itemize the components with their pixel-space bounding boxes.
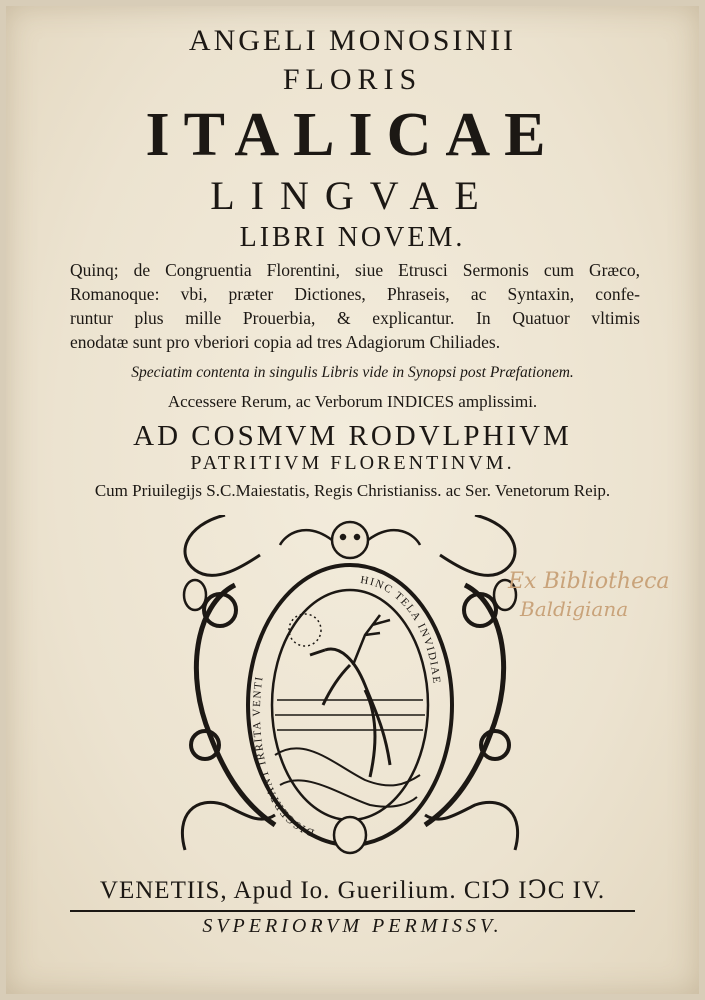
dedication-line-2: PATRITIVM FLORENTINVM. [190,452,515,474]
inscription-line-1: Ex Bibliotheca [508,569,670,594]
dedication-line-1: AD COSMVM RODVLPHIVM [133,420,572,452]
ownership-inscription [500,560,690,630]
description-line: Quinq; de Congruentia Florentini, siue Etrusci Sermonis cum Græco, [70,260,640,280]
title-floris: FLORIS [282,63,423,96]
svg-text:HINC TELA INVIDIAE [360,574,443,685]
ribbon-bottom-right [425,802,518,850]
side-head-left [184,580,206,610]
permission-line: SVPERIORVM PERMISSV. [202,915,503,937]
title-linguae: LINGVAE [210,173,495,218]
contents-note: Speciatim contenta in singulis Libris vide in Synopsi post Præfationem. [131,364,574,381]
indices-note: Accessere Rerum, ac Verborum INDICES amplissimi. [167,392,538,411]
motto-left: DISCERPANT IRRITA VENTI [250,674,316,839]
title-italicae: ITALICAE [145,101,560,169]
ribbon-bottom-left [182,802,275,850]
imprint: VENETIIS, Apud Io. Guerilium. CIↃ IↃC IV. [99,877,606,904]
printer-emblem [165,515,535,870]
inscription-line-2: Baldigiana [520,597,629,621]
cherub-head [280,522,420,558]
description-line: enodatæ sunt pro vberiori copia ad tres Adagiorum Chiliades. [70,332,501,352]
stag-scene [275,614,425,807]
description-paragraph [70,258,640,354]
description-line: Romanoque: vbi, præter Dictiones, Phraseis, ac Syntaxin, confe- [70,284,640,304]
ribbon-left [185,515,260,575]
title-libri-novem: LIBRI NOVEM. [239,222,466,253]
author-name: ANGELI MONOSINII [188,24,517,57]
description-line: runtur plus mille Prouerbia, & explicantur. In Quatuor vltimis [70,308,640,328]
divider-rule [70,910,635,912]
mask-bottom [334,817,366,853]
privilege-note: Cum Priuilegijs S.C.Maiestatis, Regis Christianiss. ac Ser. Venetorum Reip. [94,481,611,500]
motto-right: HINC TELA INVIDIAE [359,573,443,686]
